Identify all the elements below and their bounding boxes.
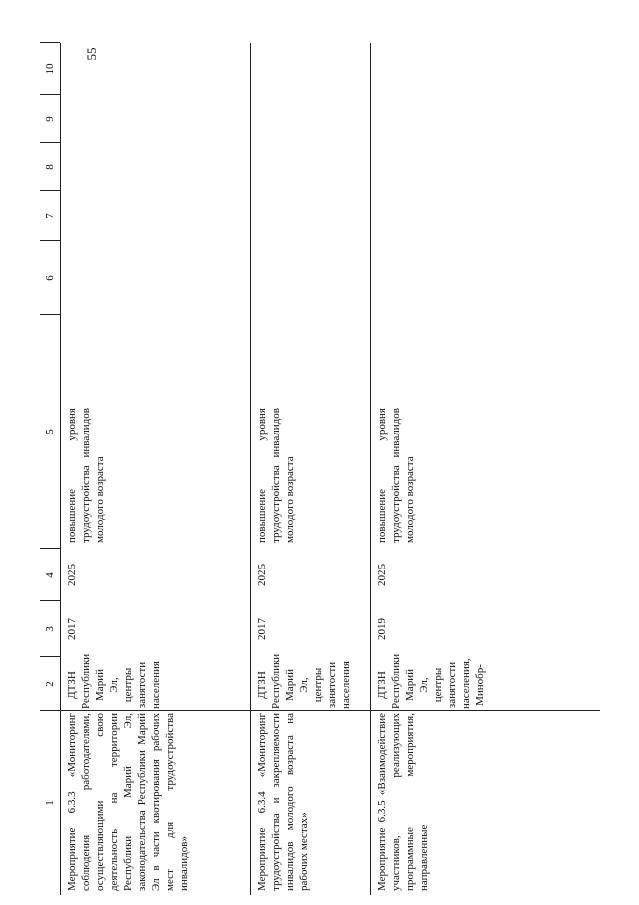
col-header-3: 3: [44, 626, 56, 632]
landscape-table-page: [40, 25, 600, 895]
grid-line: [40, 94, 60, 95]
measure-name: Мероприятие 6.3.4 «Мониторинг трудоустройства и закрепляемости инвалидов молодого возраста на рабочих местах»: [256, 713, 310, 891]
executor: ДТЗН Республики Марий Эл, центры занятости населения: [66, 653, 162, 709]
col-header-6: 6: [44, 275, 56, 281]
col-header-10: 10: [44, 63, 56, 75]
executor: ДТЗН Республики Марий Эл, центры занятости населения, Минобр-: [376, 653, 486, 709]
expected-result: повышение уровня трудоустройства инвалидов молодого возраста: [256, 408, 296, 543]
col-header-5: 5: [44, 429, 56, 435]
start-year: 2017: [256, 618, 268, 640]
page-number: 55: [84, 47, 99, 61]
measure-name: Мероприятие 6.3.5 «Взаимодействие участников, реализующих программные мероприятия, направленные: [376, 713, 430, 891]
grid-line: [40, 656, 60, 657]
grid-line: [40, 190, 60, 191]
col-header-4: 4: [44, 572, 56, 578]
col-header-9: 9: [44, 116, 56, 122]
col-header-2: 2: [44, 681, 56, 687]
grid-line: [40, 42, 60, 43]
end-year: 2025: [66, 564, 78, 586]
grid-line: [40, 314, 60, 315]
executor: ДТЗН Республики Марий Эл, центры занятости населения: [256, 653, 352, 709]
grid-line: [40, 240, 60, 241]
expected-result: повышение уровня трудоустройства инвалидов молодого возраста: [376, 408, 416, 543]
grid-line: [40, 142, 60, 143]
table-row: [250, 43, 371, 895]
measure-name: Мероприятие 6.3.3 «Мониторинг соблюдения работодателями, осуществляющими свою деятельность на территории Республики Марий Эл, законодательства Республики Марий Эл в части квотирования рабочих мест для трудоустройства инвалидов»: [66, 713, 190, 891]
col-header-7: 7: [44, 213, 56, 219]
table-row: [60, 43, 251, 895]
start-year: 2017: [66, 618, 78, 640]
grid-line: [40, 600, 60, 601]
table-header-row: [40, 43, 61, 895]
expected-result: повышение уровня трудоустройства инвалидов молодого возраста: [66, 408, 106, 543]
col-header-1: 1: [44, 800, 56, 806]
table-row: [370, 43, 600, 895]
start-year: 2019: [376, 618, 388, 640]
col-header-8: 8: [44, 164, 56, 170]
end-year: 2025: [376, 564, 388, 586]
grid-line: [40, 548, 60, 549]
end-year: 2025: [256, 564, 268, 586]
